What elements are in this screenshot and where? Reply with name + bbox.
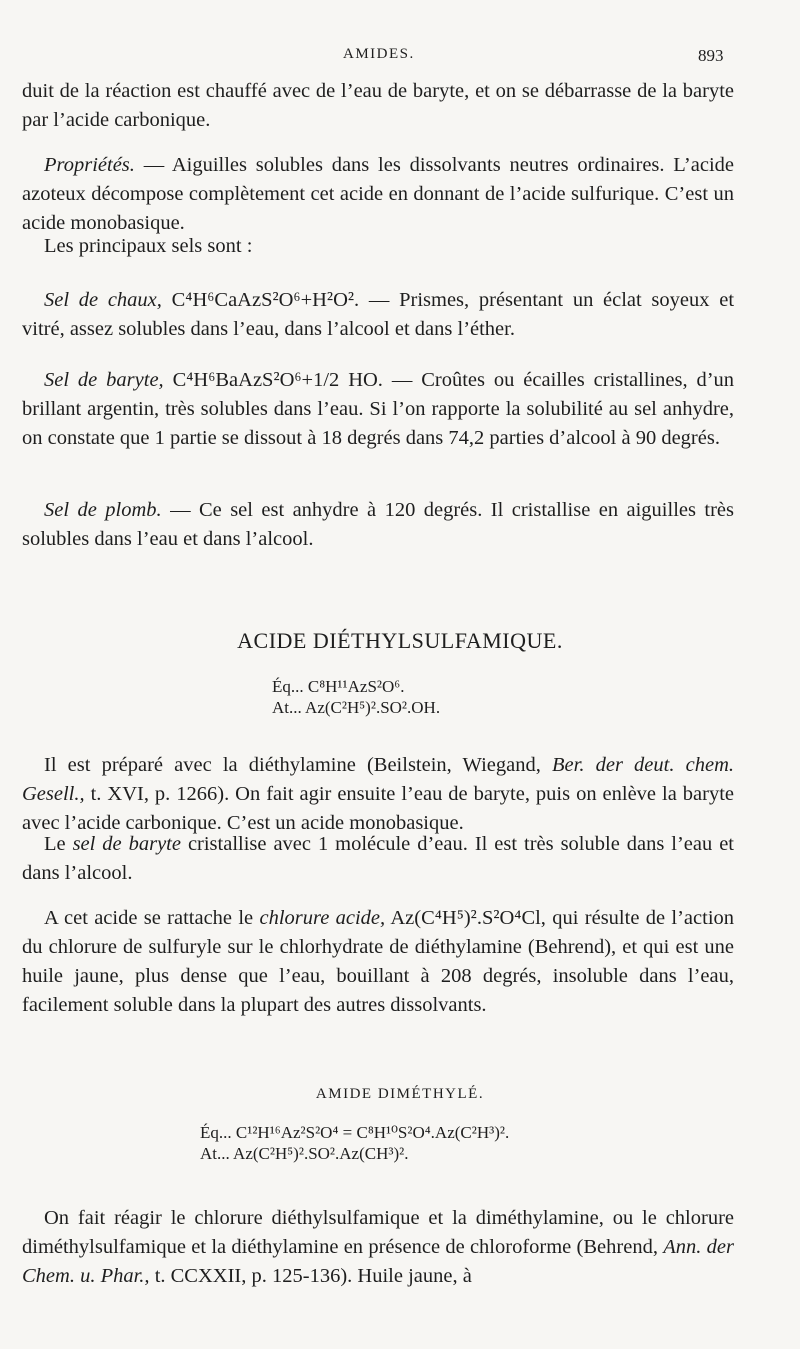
journal-reference: Ann. der Chem. u. Phar.,: [22, 1236, 734, 1287]
chemical-formula: C⁴H⁶BaAzS²O⁶+1/2 HO.: [172, 369, 383, 391]
salt-label: Sel de plomb.: [44, 499, 162, 521]
journal-reference: Ber. der deut. chem. Gesell.,: [22, 754, 734, 805]
paragraph-text: Le: [44, 833, 66, 855]
paragraph-text: A cet acide se rattache le: [44, 907, 254, 929]
paragraph-sel-baryte-acide: [22, 830, 734, 888]
paragraph-text: Il est préparé avec la diéthylamine (Beilstein, Wiegand,: [44, 754, 541, 776]
chemical-formula: C⁴H⁶CaAzS²O⁶+H²O².: [171, 289, 360, 311]
paragraph-chlorure-acide: [22, 904, 734, 1020]
section-heading-acide: ACIDE DIÉTHYLSULFAMIQUE.: [237, 628, 563, 653]
formula-atomic: At... Az(C²H⁵)².SO².OH.: [272, 698, 441, 717]
salt-label: Sel de baryte,: [44, 369, 164, 391]
formula-block-amide: [200, 1122, 509, 1164]
formula-equivalent: Éq... C¹²H¹⁶Az²S²O⁴ = C⁸H¹⁰S²O⁴.Az(C²H³)².: [200, 1123, 510, 1142]
paragraph-amide-preparation: [22, 1204, 734, 1291]
chemical-formula: Az(C⁴H⁵)².S²O⁴Cl,: [390, 907, 546, 929]
paragraph-text: duit de la réaction est chauffé avec de l’eau de baryte, et on se débarrasse de la baryte par l’acide carbonique.: [22, 80, 734, 131]
salt-label: Sel de chaux,: [44, 289, 162, 311]
paragraph-sel-de-plomb: [22, 496, 734, 554]
paragraph-continuation: [22, 77, 734, 135]
paragraph-text: t. XVI, p. 1266). On fait agir ensuite l’eau de baryte, puis on enlève la baryte avec l’acide carbonique. C’est un acide monobasique.: [22, 783, 734, 834]
paragraph-preparation: [22, 751, 734, 838]
compound-label: chlorure acide,: [259, 907, 386, 929]
paragraph-text: — Croûtes ou écailles cristallines, d’un brillant argentin, très solubles dans l’eau. Si l’on rapporte la solubilité au sel anhydre, on constate que 1 partie se dissout à 18 degrés dans 74,2 parties d’alcool à 90 degrés.: [22, 369, 735, 449]
page-number: 893: [698, 46, 724, 65]
paragraph-text: — Ce sel est anhydre à 120 degrés. Il cristallise en aiguilles très solubles dans l’eau et dans l’alcool.: [22, 499, 734, 550]
paragraph-text: On fait réagir le chlorure diéthylsulfamique et la diméthylamine, ou le chlorure diméthylsulfamique et la diéthylamine en présence de chloroforme (Behrend,: [22, 1207, 734, 1258]
formula-atomic: At... Az(C²H⁵)².SO².Az(CH³)².: [200, 1144, 409, 1163]
paragraph-proprietes: [22, 151, 734, 238]
paragraph-sel-de-baryte: [22, 366, 734, 453]
paragraph-sels-intro: [22, 232, 734, 261]
formula-block-acide: [272, 676, 440, 718]
formula-equivalent: Éq... C⁸H¹¹AzS²O⁶.: [272, 677, 405, 696]
paragraph-text: t. CCXXII, p. 125-136). Huile jaune, à: [154, 1265, 472, 1287]
paragraph-text: — Aiguilles solubles dans les dissolvants neutres ordinaires. L’acide azoteux décompose complètement cet acide en donnant de l’acide sulfurique. C’est un acide monobasique.: [22, 154, 734, 234]
paragraph-text: — Prismes, présentant un éclat soyeux et vitré, assez solubles dans l’eau, dans l’alcool et dans l’éther.: [22, 289, 735, 340]
paragraph-text: Les principaux sels sont :: [44, 235, 253, 257]
paragraph-text: qui résulte de l’action du chlorure de sulfuryle sur le chlorhydrate de diéthylamine (Behrend), et qui est une huile jaune, plus dense que l’eau, bouillant à 208 degrés, insoluble dans l’eau, facilement soluble dans la plupart des autres dissolvants.: [22, 907, 735, 1016]
paragraph-sel-de-chaux: [22, 286, 734, 344]
paragraph-text: cristallise avec 1 molécule d’eau. Il est très soluble dans l’eau et dans l’alcool.: [22, 833, 734, 884]
salt-label: sel de baryte: [72, 833, 181, 855]
section-heading-amide: AMIDE DIMÉTHYLÉ.: [315, 1086, 485, 1102]
running-header: [0, 46, 800, 70]
section-label: Propriétés.: [44, 154, 135, 176]
running-title: AMIDES.: [343, 46, 415, 62]
